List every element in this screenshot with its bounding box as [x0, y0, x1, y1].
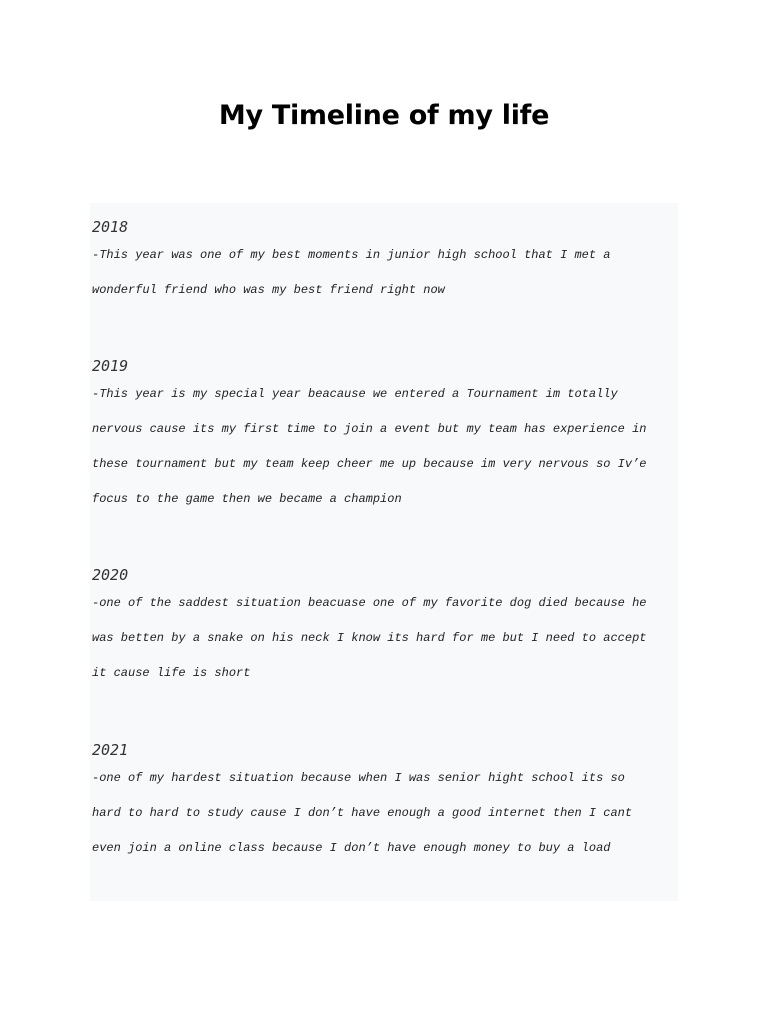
entry-text-line: hard to hard to study cause I don’t have enough a good internet then I cant	[92, 806, 633, 820]
entry-text-line: -one of my hardest situation because when I was senior hight school its so	[92, 771, 625, 785]
entry-text-line: -This year was one of my best moments in junior high school that I met a	[92, 248, 611, 262]
entry-text-line: was betten by a snake on his neck I know its hard for me but I need to accept	[92, 631, 647, 645]
timeline-box	[90, 203, 678, 901]
entry-text-line: even join a online class because I don’t have enough money to buy a load	[92, 841, 611, 855]
entry-year: 2021	[92, 741, 129, 759]
entry-text	[92, 586, 678, 691]
page-title: My Timeline of my life	[218, 100, 550, 131]
entry-text-line: focus to the game then we became a champion	[92, 492, 402, 506]
entry-text-line: nervous cause its my first time to join a event but my team has experience in	[92, 422, 647, 436]
timeline-entry-2018	[92, 217, 678, 308]
entry-text	[92, 761, 678, 866]
entry-text-line: wonderful friend who was my best friend right now	[92, 283, 445, 297]
entry-text-line: it cause life is short	[92, 666, 251, 680]
entry-year: 2019	[92, 357, 129, 375]
entry-year: 2018	[92, 218, 129, 236]
entry-text	[92, 377, 678, 517]
entry-text-line: -one of the saddest situation beacuase one of my favorite dog died because he	[92, 596, 647, 610]
timeline-entry-2020	[92, 565, 678, 691]
timeline-entry-2021	[92, 740, 678, 866]
entry-year: 2020	[92, 566, 129, 584]
entry-text-line: -This year is my special year beacause we entered a Tournament im totally	[92, 387, 618, 401]
entry-text-line: these tournament but my team keep cheer me up because im very nervous so Iv’e	[92, 457, 647, 471]
entry-text	[92, 238, 678, 308]
timeline-entry-2019	[92, 356, 678, 517]
